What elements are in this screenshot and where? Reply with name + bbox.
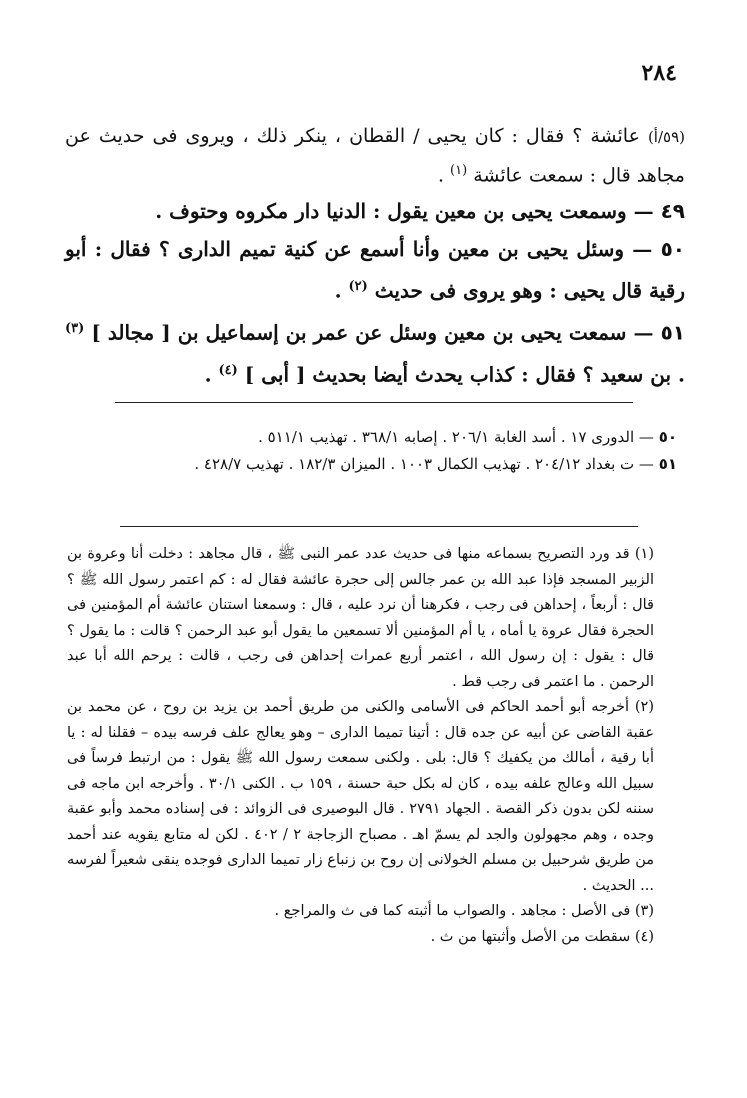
takhrij-number: ٥١ <box>658 455 677 473</box>
footnote-marker: (٤) <box>634 928 654 945</box>
entry-text-continued: . بن سعيد ؟ فقال : كذاب يحدث أيضا بحديث [ أبى ] <box>244 362 685 387</box>
entry-50: ٥٠ — وسئل يحيى بن معين وأنا أسمع عن كنية تميم الدارى ؟ فقال : أبو رقية قال يحيى : وهو يروى فى حديث $^{(٢)}$ . <box>65 237 685 303</box>
main-text <box>65 120 685 393</box>
footnote-marker: (١) <box>634 546 654 562</box>
page-number: ٢٨٤ <box>641 60 677 86</box>
footnote-ref-2: (٢) <box>348 279 368 295</box>
entry-51: ٥١ — سمعت يحيى بن معين وسئل عن عمر بن إسماعيل بن [ مجالد ] $^{(٣)}$ . بن سعيد ؟ فقال : كذاب يحدث أيضا بحديث [ أبى ] $^{(٤)}$ . <box>65 320 685 387</box>
entry-text: — سمعت يحيى بن معين وسئل عن عمر بن إسماعيل بن [ مجالد ] <box>91 320 654 345</box>
continuation-line-2: قال : سمعت عائشة <box>473 164 631 187</box>
takhrij-section <box>67 424 677 478</box>
footnote-3 <box>67 899 682 925</box>
takhrij-number: ٥٠ <box>658 428 677 446</box>
entry-text: — وسئل يحيى بن معين وأنا أسمع عن كنية تميم الدارى ؟ فقال : أبو رقية قال يحيى : وهو يروى فى حديث <box>65 237 685 303</box>
entry-number: ٥٠ <box>660 237 685 262</box>
entry-number: ٤٩ <box>660 199 685 224</box>
entry-text: — وسمعت يحيى بن معين يقول : الدنيا دار مكروه وحتوف . <box>155 199 654 224</box>
footnote-text: أخرجه أبو أحمد الحاكم فى الأسامى والكنى من طريق أحمد بن يزيد بن روح ، عن محمد بن عقبة القاضى عن أبيه عن جده قال : أتينا تميما الدارى – وهو يعالج علف فرسه بيده – فقلنا له : يا أبا رقية ، أمالك من يكفيك ؟ قال: بلى . ولكنى سمعت رسول الله ﷺ يقول : من ارتبط فرساً فى سبيل الله وعالج علفه بيده ، كان له بكل حبة حسنة ، ١٥٩ ب . الكنى ٣٠/١ . وأخرجه ابن ماجه فى سننه لكن بدون ذكر القصة . الجهاد ٢٧٩١ . قال البوصيرى فى الزوائد : فى إسناده محمد وأبو عقبة وجده ، وهم مجهولون والجد لم يسمّ اهـ . مصباح الزجاجة ٢ / ٤٠٢ . لكن له متابع يقويه عند أحمد من طريق شرحبيل بن مسلم الخولانى إن روح بن زنباع زار تميما الدارى فوجده ينقى شعيراً لفرسه ... الحديث . <box>67 699 655 894</box>
footnote-1 <box>67 542 682 695</box>
divider-line <box>115 402 633 403</box>
footnote-text: قد ورد التصريح بسماعه منها فى حديث عدد عمر النبى ﷺ ، قال مجاهد : دخلت أنا وعروة بن الزبير المسجد فإذا عبد الله بن عمر جالس إلى حجرة عائشة فقال له : كم اعتمر رسول الله ﷺ ؟ قال : أربعاً ، إحداهن فى رجب ، فكرهنا أن نرد عليه ، قال : وسمعنا استنان عائشة أم المؤمنين فى الحجرة فقال عروة يا أماه ، يا أم المؤمنين ألا تسمعين ما يقول أبو عبد الرحمن ؟ قالت : ما يقول ؟ قال : يقول : إن رسول الله ، اعتمر أربع عمرات إحداهن فى رجب ، قالت : يرحم الله أبا عبد الرحمن . ما اعتمر فى رجب قط . <box>67 546 654 690</box>
footnote-ref-4: (٤) <box>218 362 238 378</box>
footnote-4 <box>67 925 682 951</box>
entry-number: ٥١ <box>660 320 685 345</box>
footnote-text: فى الأصل : مجاهد . والصواب ما أثبته كما فى ث والمراجع . <box>274 903 631 919</box>
takhrij-item-50 <box>67 424 677 451</box>
footnote-marker: (٣) <box>634 903 654 919</box>
manuscript-folio-ref: (٥٩/أ) <box>647 128 685 146</box>
footnote-text: سقطت من الأصل وأثبتها من ث . <box>430 928 631 945</box>
footnote-ref-3: (٣) <box>65 320 85 336</box>
entry-49 <box>65 192 685 230</box>
footnote-ref-1: (١) <box>450 163 468 178</box>
takhrij-item-51 <box>67 451 677 478</box>
continuation-line-1: عائشة ؟ فقال : كان يحيى / القطان ، ينكر ذلك ، ويروى فى حديث عن مجاهد <box>65 125 685 187</box>
takhrij-text: — الدورى ١٧ . أسد الغابة ٢٠٦/١ . إصابه ٣٦٨/١ . تهذيب ٥١١/١ . <box>258 428 654 446</box>
footnote-marker: (٢) <box>634 699 654 715</box>
continuation-paragraph: (٥٩/أ) عائشة ؟ فقال : كان يحيى / القطان ، ينكر ذلك ، ويروى فى حديث عن مجاهد قال : سمعت عائشة $^{(١)}$ . <box>65 125 685 187</box>
divider-line <box>120 526 638 527</box>
takhrij-text: — ت بغداد ٢٠٤/١٢ . تهذيب الكمال ١٠٠٣ . الميزان ١٨٢/٣ . تهذيب ٤٢٨/٧ . <box>194 455 654 473</box>
footnote-2 <box>67 695 682 899</box>
footnotes-section <box>67 542 682 950</box>
